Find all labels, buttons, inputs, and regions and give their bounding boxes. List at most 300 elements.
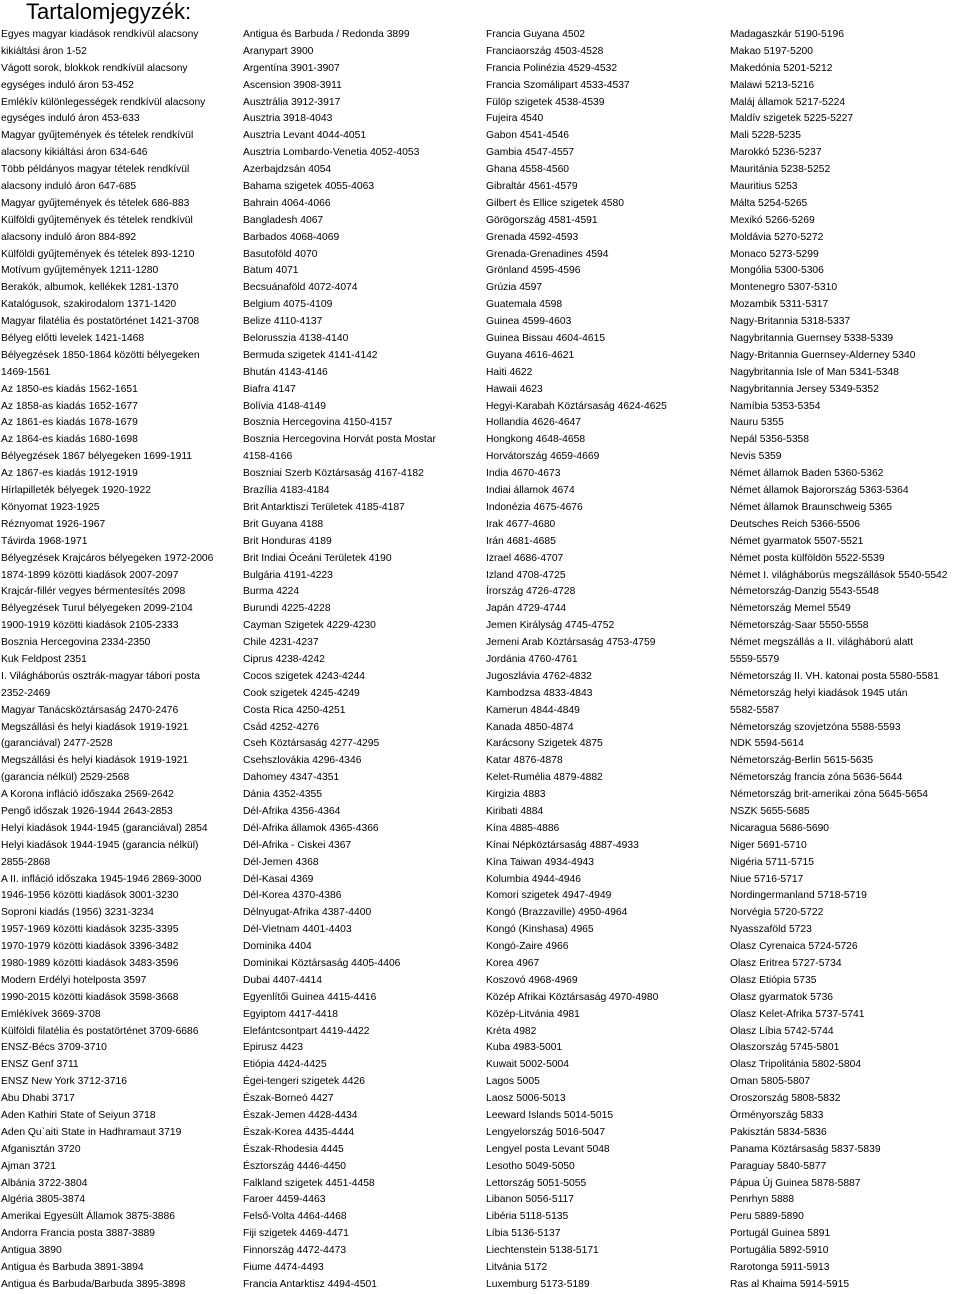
toc-entry: Madagaszkár 5190-5196	[730, 29, 844, 40]
toc-entry: Guinea 4599-4603	[486, 316, 572, 328]
toc-entry: kikiáltási áron 1-52	[1, 45, 87, 57]
toc-entry: Paraguay 5840-5877	[730, 1160, 827, 1172]
toc-entry: Dél-Kasai 4369	[243, 873, 314, 885]
toc-entry: Csehszlovákia 4296-4346	[243, 755, 362, 767]
toc-entry: Külföldi filatélia és postatörténet 3709-6686	[1, 1025, 199, 1037]
toc-entry: Pengő időszak 1926-1944 2643-2853	[1, 805, 173, 817]
toc-entry: Portugália 5892-5910	[730, 1245, 829, 1257]
toc-entry: Biafra 4147	[243, 383, 296, 395]
toc-entry: I. Világháborús osztrák-magyar tábori posta	[1, 670, 200, 682]
toc-entry: Mongólia 5300-5306	[730, 265, 824, 277]
toc-entry: Dél-Afrika 4356-4364	[243, 805, 341, 817]
toc-entry: Azerbajdzsán 4054	[243, 164, 332, 176]
toc-entry: Niue 5716-5717	[730, 873, 804, 885]
toc-entry: Panama Köztársaság 5837-5839	[730, 1143, 881, 1155]
toc-entry: Kuba 4983-5001	[486, 1042, 563, 1054]
toc-entry: Görögország 4581-4591	[486, 214, 598, 226]
toc-entry: Jugoszlávia 4762-4832	[486, 670, 592, 682]
toc-entry: Németország francia zóna 5636-5644	[730, 772, 903, 784]
toc-entry: Kína 4885-4886	[486, 822, 560, 834]
toc-entry: Megszállási és helyi kiadások 1919-1921	[1, 721, 189, 733]
toc-entry: Délnyugat-Afrika 4387-4400	[243, 907, 372, 919]
toc-entry: Aranypart 3900	[243, 45, 314, 57]
toc-entry: Brazília 4183-4184	[243, 485, 330, 497]
toc-entry: Liechtenstein 5138-5171	[486, 1245, 599, 1257]
toc-entry: Cayman Szigetek 4229-4230	[243, 620, 376, 632]
toc-entry: Bahrain 4064-4066	[243, 197, 331, 209]
toc-entry: NDK 5594-5614	[730, 738, 804, 750]
toc-entry: Antigua és Barbuda / Redonda 3899	[243, 29, 410, 40]
toc-entry: Bulgária 4191-4223	[243, 569, 333, 581]
toc-entry: 1990-2015 közötti kiadások 3598-3668	[1, 991, 179, 1003]
toc-entry: Pakisztán 5834-5836	[730, 1126, 827, 1138]
toc-entry: Német gyarmatok 5507-5521	[730, 535, 864, 547]
toc-entry: Francia Antarktisz 4494-4501	[243, 1278, 377, 1290]
toc-entry: Basutoföld 4070	[243, 248, 318, 260]
toc-entry: Chile 4231-4237	[243, 637, 319, 649]
toc-entry: Hawaii 4623	[486, 383, 543, 395]
toc-entry: Nicaragua 5686-5690	[730, 822, 830, 834]
toc-entry: Bélyeg előtti levelek 1421-1468	[1, 333, 145, 345]
toc-entry: Portugál Guinea 5891	[730, 1228, 831, 1240]
toc-entry: Maláj államok 5217-5224	[730, 96, 846, 108]
toc-entry: Oroszország 5808-5832	[730, 1093, 841, 1105]
toc-entry: Észak-Korea 4435-4444	[243, 1126, 355, 1138]
toc-entry: Mali 5228-5235	[730, 130, 801, 142]
toc-entry: Lesotho 5049-5050	[486, 1160, 575, 1172]
toc-entry: Amerikai Egyesült Államok 3875-3886	[1, 1211, 175, 1223]
toc-entry: Líbia 5136-5137	[486, 1228, 561, 1240]
toc-entry: Katalógusok, szakirodalom 1371-1420	[1, 299, 177, 311]
toc-entry: Németország-Saar 5550-5558	[730, 620, 869, 632]
toc-entry: Kongó (Kinshasa) 4965	[486, 924, 594, 936]
toc-entry: (garanciával) 2477-2528	[1, 738, 113, 750]
toc-entry: Olaszország 5745-5801	[730, 1042, 840, 1054]
toc-entry: Albánia 3722-3804	[1, 1177, 88, 1189]
toc-entry: Nagybritannia Jersey 5349-5352	[730, 383, 879, 395]
toc-entry: Örményország 5833	[730, 1110, 824, 1121]
toc-entry: Rarotonga 5911-5913	[730, 1262, 830, 1274]
toc-entry: Makedónia 5201-5212	[730, 62, 833, 74]
toc-entry: Belize 4110-4137	[243, 316, 323, 328]
toc-entry: Észak-Rhodesia 4445	[243, 1143, 344, 1155]
toc-entry: Nagy-Britannia Guernsey-Alderney 5340	[730, 349, 916, 361]
toc-entry: Finnország 4472-4473	[243, 1245, 347, 1257]
toc-entry: Mauritánia 5238-5252	[730, 164, 831, 176]
toc-entry: Kolumbia 4944-4946	[486, 873, 582, 885]
toc-entry: Az 1861-es kiadás 1678-1679	[1, 417, 138, 429]
toc-entry: Burundi 4225-4228	[243, 603, 331, 615]
toc-entry: Bosznia Hercegovina 4150-4157	[243, 417, 393, 429]
toc-entry: Irán 4681-4685	[486, 535, 556, 547]
toc-entry: 1900-1919 közötti kiadások 2105-2333	[1, 620, 179, 632]
toc-entry: Bélyegzések 1867 bélyegeken 1699-1911	[1, 451, 193, 463]
toc-entry: Krajcár-fillér vegyes bérmentesítés 2098	[1, 586, 186, 598]
toc-entry: Emlékív különlegességek rendkívül alacsony	[1, 96, 206, 108]
toc-entry: Fiji szigetek 4469-4471	[243, 1228, 349, 1240]
toc-entry: Ascension 3908-3911	[243, 79, 342, 91]
toc-entry: Kuk Feldpost 2351	[1, 653, 87, 665]
toc-entry: Helyi kiadások 1944-1945 (garanciával) 2854	[1, 822, 208, 834]
toc-entry: alacsony induló áron 647-685	[1, 181, 137, 193]
toc-entry: A II. infláció időszaka 1945-1946 2869-3000	[1, 873, 202, 885]
toc-entry: Fiume 4474-4493	[243, 1262, 324, 1274]
toc-entry: Bhután 4143-4146	[243, 366, 328, 378]
toc-entry: ENSZ New York 3712-3716	[1, 1076, 127, 1088]
toc-entry: Nauru 5355	[730, 417, 784, 429]
toc-entry: Litvánia 5172	[486, 1262, 548, 1274]
toc-column-4	[730, 27, 948, 1294]
toc-entry: Marokkó 5236-5237	[730, 147, 822, 159]
toc-entry: Namíbia 5353-5354	[730, 400, 821, 412]
toc-entry: egységes induló áron 53-452	[1, 79, 134, 91]
toc-entry: Oman 5805-5807	[730, 1076, 811, 1088]
toc-entry: Deutsches Reich 5366-5506	[730, 518, 860, 530]
toc-entry: 5559-5579	[730, 653, 780, 665]
toc-entry: Antigua 3890	[1, 1245, 62, 1257]
toc-entry: Grenada 4592-4593	[486, 231, 579, 243]
toc-entry: Horvátország 4659-4669	[486, 451, 600, 463]
toc-entry: Felső-Volta 4464-4468	[243, 1211, 347, 1223]
toc-entry: Libanon 5056-5117	[486, 1194, 574, 1206]
toc-entry: Magyar gyűjtemények és tételek rendkívül	[1, 130, 194, 142]
toc-entry: NSZK 5655-5685	[730, 805, 810, 817]
toc-entry: ENSZ-Bécs 3709-3710	[1, 1042, 107, 1054]
toc-entry: Gambia 4547-4557	[486, 147, 575, 159]
toc-entry: Batum 4071	[243, 265, 299, 277]
toc-entry: Egyenlítői Guinea 4415-4416	[243, 991, 377, 1003]
toc-entry: Penrhyn 5888	[730, 1194, 795, 1206]
toc-entry: Libéria 5118-5135	[486, 1211, 569, 1223]
toc-entry: Bahama szigetek 4055-4063	[243, 181, 375, 193]
toc-entry: Becsuánaföld 4072-4074	[243, 282, 358, 294]
toc-entry: Ciprus 4238-4242	[243, 653, 325, 665]
toc-entry: Francia Guyana 4502	[486, 29, 586, 40]
toc-entry: Bosznia Hercegovina 2334-2350	[1, 637, 151, 649]
toc-entry: Észak-Borneó 4427	[243, 1093, 334, 1105]
toc-entry: Német I. világháborús megszállások 5540-5542	[730, 569, 948, 581]
toc-entry: Elefántcsontpart 4419-4422	[243, 1025, 370, 1037]
toc-entry: Emlékívek 3669-3708	[1, 1008, 101, 1020]
toc-entry: Dél-Korea 4370-4386	[243, 890, 342, 902]
toc-entry: Hongkong 4648-4658	[486, 434, 586, 446]
toc-entry: Ausztria Lombardo-Venetia 4052-4053	[243, 147, 420, 159]
toc-entry: Német államok Bajorország 5363-5364	[730, 485, 909, 497]
toc-entry: Malawi 5213-5216	[730, 79, 815, 91]
toc-entry: Katar 4876-4878	[486, 755, 563, 767]
toc-entry: ENSZ Genf 3711	[1, 1059, 79, 1071]
toc-entry: Afganisztán 3720	[1, 1143, 81, 1155]
toc-entry: Karácsony Szigetek 4875	[486, 738, 603, 750]
toc-entry: Az 1858-as kiadás 1652-1677	[1, 400, 138, 412]
toc-entry: Dahomey 4347-4351	[243, 772, 340, 784]
toc-entry: Dominikai Köztársaság 4405-4406	[243, 957, 401, 969]
toc-entry: Izland 4708-4725	[486, 569, 566, 581]
toc-entry: Nordingermanland 5718-5719	[730, 890, 867, 902]
toc-entry: Jemen Királyság 4745-4752	[486, 620, 615, 632]
toc-entry: Málta 5254-5265	[730, 197, 808, 209]
toc-column-2	[243, 27, 436, 1294]
toc-entry: Ras al Khaima 5914-5915	[730, 1278, 850, 1290]
toc-entry: Nagybritannia Guernsey 5338-5339	[730, 333, 894, 345]
toc-entry: Magyar filatélia és postatörténet 1421-3708	[1, 316, 200, 328]
toc-entry: Kongó-Zaire 4966	[486, 941, 569, 953]
toc-column-3	[486, 27, 667, 1294]
toc-entry: Nigéria 5711-5715	[730, 856, 814, 868]
toc-entry: Bélyegzések Turul bélyegeken 2099-2104	[1, 603, 193, 615]
toc-entry: Argentína 3901-3907	[243, 62, 340, 74]
toc-entry: 1469-1561	[1, 366, 51, 378]
toc-entry: Berakók, albumok, kellékek 1281-1370	[1, 282, 179, 294]
toc-entry: Japán 4729-4744	[486, 603, 567, 615]
toc-entry: 2855-2868	[1, 856, 51, 868]
toc-entry: Ghana 4558-4560	[486, 164, 570, 176]
toc-entry: Mauritius 5253	[730, 181, 798, 193]
toc-entry: Mozambik 5311-5317	[730, 299, 829, 311]
toc-entry: Bélyegzések 1850-1864 közötti bélyegeken	[1, 349, 200, 361]
toc-entry: Olasz Cyrenaica 5724-5726	[730, 941, 858, 953]
toc-entry: Cook szigetek 4245-4249	[243, 687, 360, 699]
toc-entry: Niger 5691-5710	[730, 839, 807, 851]
toc-entry: Ajman 3721	[1, 1160, 56, 1172]
toc-entry: Brit Indiai Óceáni Területek 4190	[243, 552, 392, 564]
toc-entry: Kongó (Brazzaville) 4950-4964	[486, 907, 628, 919]
toc-entry: Soproni kiadás (1956) 3231-3234	[1, 907, 154, 919]
toc-entry: Bangladesh 4067	[243, 214, 324, 226]
toc-entry: Az 1850-es kiadás 1562-1651	[1, 383, 138, 395]
toc-entry: Nepál 5356-5358	[730, 434, 810, 446]
toc-entry: Közép Afrikai Köztársaság 4970-4980	[486, 991, 659, 1003]
toc-entry: Olasz Líbia 5742-5744	[730, 1025, 834, 1037]
toc-entry: 1980-1989 közötti kiadások 3483-3596	[1, 957, 179, 969]
toc-entry: Dél-Vietnam 4401-4403	[243, 924, 352, 936]
toc-entry: Kambodzsa 4833-4843	[486, 687, 593, 699]
toc-entry: Nevis 5359	[730, 451, 782, 463]
toc-entry: Laosz 5006-5013	[486, 1093, 566, 1105]
toc-entry: Antigua és Barbuda/Barbuda 3895-3898	[1, 1278, 186, 1290]
toc-entry: 2352-2469	[1, 687, 51, 699]
toc-entry: Faroer 4459-4463	[243, 1194, 326, 1206]
toc-entry: Belorusszia 4138-4140	[243, 333, 349, 345]
toc-entry: alacsony kikiáltási áron 634-646	[1, 147, 148, 159]
toc-entry: Hegyi-Karabah Köztársaság 4624-4625	[486, 400, 667, 412]
toc-entry: Az 1867-es kiadás 1912-1919	[1, 468, 138, 480]
toc-entry: Aden Kathiri State of Seiyun 3718	[1, 1110, 156, 1121]
toc-entry: Makao 5197-5200	[730, 45, 814, 57]
toc-entry: Jemeni Arab Köztársaság 4753-4759	[486, 637, 656, 649]
toc-entry: Peru 5889-5890	[730, 1211, 804, 1223]
toc-entry: Burma 4224	[243, 586, 300, 598]
toc-entry: Cseh Köztársaság 4277-4295	[243, 738, 380, 750]
toc-entry: Boszniai Szerb Köztársaság 4167-4182	[243, 468, 424, 480]
toc-entry: Francia Polinézia 4529-4532	[486, 62, 618, 74]
toc-entry: Epirusz 4423	[243, 1042, 304, 1054]
toc-entry: Egyiptom 4417-4418	[243, 1008, 339, 1020]
toc-entry: Guinea Bissau 4604-4615	[486, 333, 606, 345]
toc-entry: 4158-4166	[243, 451, 293, 463]
toc-entry: Bélyegzések Krajcáros bélyegeken 1972-2006	[1, 552, 214, 564]
toc-entry: Aden Qu`aiti State in Hadhramaut 3719	[1, 1126, 182, 1138]
toc-entry: Dél-Jemen 4368	[243, 856, 319, 868]
toc-entry: Falkland szigetek 4451-4458	[243, 1177, 375, 1189]
toc-entry: Kínai Népköztársaság 4887-4933	[486, 839, 639, 851]
toc-entry: Olasz Eritrea 5727-5734	[730, 957, 842, 969]
toc-entry: Megszállási és helyi kiadások 1919-1921	[1, 755, 189, 767]
toc-entry: Ausztrália 3912-3917	[243, 96, 341, 108]
toc-entry: Kanada 4850-4874	[486, 721, 574, 733]
toc-entry: Guyana 4616-4621	[486, 349, 575, 361]
toc-entry: 5582-5587	[730, 704, 780, 716]
toc-entry: Csád 4252-4276	[243, 721, 320, 733]
toc-entry: Kréta 4982	[486, 1025, 537, 1037]
toc-entry: Egyes magyar kiadások rendkívül alacsony	[1, 29, 199, 40]
toc-entry: 1957-1969 közötti kiadások 3235-3395	[1, 924, 179, 936]
toc-entry: Monaco 5273-5299	[730, 248, 819, 260]
toc-entry: Réznyomat 1926-1967	[1, 518, 106, 530]
toc-entry: Lengyel posta Levant 5048	[486, 1143, 610, 1155]
toc-entry: Nagybritannia Isle of Man 5341-5348	[730, 366, 899, 378]
toc-entry: Bolívia 4148-4149	[243, 400, 327, 412]
toc-entry: Abu Dhabi 3717	[1, 1093, 75, 1105]
toc-entry: Francia Szomálipart 4533-4537	[486, 79, 630, 91]
toc-entry: Bermuda szigetek 4141-4142	[243, 349, 378, 361]
toc-entry: Közép-Litvánia 4981	[486, 1008, 580, 1020]
toc-entry: Kína Taiwan 4934-4943	[486, 856, 595, 868]
toc-entry: Izrael 4686-4707	[486, 552, 564, 564]
toc-entry: Grenada-Grenadines 4594	[486, 248, 609, 260]
toc-entry: Montenegro 5307-5310	[730, 282, 838, 294]
toc-entry: A Korona infláció időszaka 2569-2642	[1, 789, 174, 801]
toc-entry: Modern Erdélyi hotelposta 3597	[1, 974, 147, 986]
page-title: Tartalomjegyzék:	[26, 0, 192, 24]
toc-entry: Etiópia 4424-4425	[243, 1059, 327, 1071]
toc-entry: Kuwait 5002-5004	[486, 1059, 570, 1071]
toc-entry: Guatemala 4598	[486, 299, 563, 311]
toc-entry: Haiti 4622	[486, 366, 533, 378]
toc-entry: Cocos szigetek 4243-4244	[243, 670, 365, 682]
toc-entry: Távirda 1968-1971	[1, 535, 88, 547]
toc-entry: Olasz Kelet-Afrika 5737-5741	[730, 1008, 865, 1020]
toc-entry: Indiai államok 4674	[486, 485, 575, 497]
toc-entry: India 4670-4673	[486, 468, 561, 480]
toc-entry: Olasz Etiópia 5735	[730, 974, 817, 986]
toc-entry: Magyar gyűjtemények és tételek 686-883	[1, 197, 190, 209]
toc-entry: Kelet-Rumélia 4879-4882	[486, 772, 603, 784]
toc-entry: Norvégia 5720-5722	[730, 907, 824, 919]
toc-entry: 1874-1899 közötti kiadások 2007-2097	[1, 569, 179, 581]
toc-entry: Ausztria 3918-4043	[243, 113, 333, 125]
toc-entry: egységes induló áron 453-633	[1, 113, 140, 125]
toc-entry: Dél-Afrika - Ciskei 4367	[243, 839, 352, 851]
toc-entry: Nagy-Britannia 5318-5337	[730, 316, 851, 328]
toc-entry: Brit Honduras 4189	[243, 535, 332, 547]
toc-entry: Németország szovjetzóna 5588-5593	[730, 721, 901, 733]
toc-entry: 1946-1956 közötti kiadások 3001-3230	[1, 890, 179, 902]
toc-entry: Grönland 4595-4596	[486, 265, 581, 277]
toc-entry: Német posta külföldön 5522-5539	[730, 552, 885, 564]
toc-entry: Maldív szigetek 5225-5227	[730, 113, 854, 125]
toc-entry: Németország II. VH. katonai posta 5580-5581	[730, 670, 939, 682]
toc-entry: Németország-Berlin 5615-5635	[730, 755, 874, 767]
toc-column-1	[1, 27, 213, 1294]
toc-entry: Németország helyi kiadások 1945 után	[730, 687, 908, 699]
toc-entry: Moldávia 5270-5272	[730, 231, 824, 243]
toc-entry: Nyasszaföld 5723	[730, 924, 812, 936]
toc-entry: alacsony induló áron 884-892	[1, 231, 137, 243]
toc-entry: Német államok Braunschweig 5365	[730, 501, 892, 513]
toc-entry: Több példányos magyar tételek rendkívül	[1, 164, 190, 176]
toc-entry: Az 1864-es kiadás 1680-1698	[1, 434, 138, 446]
toc-entry: Costa Rica 4250-4251	[243, 704, 346, 716]
toc-entry: Korea 4967	[486, 957, 540, 969]
toc-entry: Lettország 5051-5055	[486, 1177, 587, 1189]
toc-entry: Antigua és Barbuda 3891-3894	[1, 1262, 144, 1274]
toc-entry: Franciaország 4503-4528	[486, 45, 604, 57]
toc-entry: Dánia 4352-4355	[243, 789, 323, 801]
toc-entry: Motívum gyűjtemények 1211-1280	[1, 265, 159, 277]
toc-entry: Magyar Tanácsköztársaság 2470-2476	[1, 704, 179, 716]
toc-entry: Észak-Jemen 4428-4434	[243, 1110, 358, 1121]
toc-entry: Koszovó 4968-4969	[486, 974, 578, 986]
toc-entry: Helyi kiadások 1944-1945 (garancia nélkül)	[1, 839, 199, 851]
toc-entry: Égei-tengeri szigetek 4426	[243, 1076, 365, 1088]
toc-entry: 1970-1979 közötti kiadások 3396-3482	[1, 941, 179, 953]
toc-entry: Német államok Baden 5360-5362	[730, 468, 884, 480]
toc-entry: Dubai 4407-4414	[243, 974, 323, 986]
toc-entry: Könyomat 1923-1925	[1, 501, 100, 513]
toc-entry: Brit Guyana 4188	[243, 518, 324, 530]
toc-entry: Lagos 5005	[486, 1076, 540, 1088]
toc-entry: Észtország 4446-4450	[243, 1160, 347, 1172]
toc-entry: Belgium 4075-4109	[243, 299, 333, 311]
toc-entry: Mexikó 5266-5269	[730, 214, 815, 226]
toc-entry: Olasz gyarmatok 5736	[730, 991, 834, 1003]
toc-entry: Gabon 4541-4546	[486, 130, 570, 142]
toc-entry: Vágott sorok, blokkok rendkívül alacsony	[1, 62, 188, 74]
toc-entry: Lengyelország 5016-5047	[486, 1126, 606, 1138]
toc-entry: Algéria 3805-3874	[1, 1194, 86, 1206]
toc-entry: Németország Memel 5549	[730, 603, 851, 615]
toc-entry: (garancia nélkül) 2529-2568	[1, 772, 130, 784]
toc-entry: Indonézia 4675-4676	[486, 501, 583, 513]
toc-entry: Brit Antarktiszi Területek 4185-4187	[243, 501, 405, 513]
toc-entry: Barbados 4068-4069	[243, 231, 340, 243]
toc-entry: Olasz Tripolitánia 5802-5804	[730, 1059, 862, 1071]
toc-entry: Fujeira 4540	[486, 113, 544, 125]
toc-entry: Kamerun 4844-4849	[486, 704, 580, 716]
toc-entry: Németország-Danzig 5543-5548	[730, 586, 879, 598]
toc-entry: Jordánia 4760-4761	[486, 653, 578, 665]
toc-entry: Luxemburg 5173-5189	[486, 1278, 590, 1290]
toc-entry: Hírlapilleték bélyegek 1920-1922	[1, 485, 151, 497]
toc-entry: Hollandia 4626-4647	[486, 417, 582, 429]
toc-entry: Dominika 4404	[243, 941, 312, 953]
toc-entry: Bosznia Hercegovina Horvát posta Mostar	[243, 434, 436, 446]
toc-entry: Leeward Islands 5014-5015	[486, 1110, 614, 1121]
toc-entry: Fülöp szigetek 4538-4539	[486, 96, 605, 108]
toc-entry: Kiribati 4884	[486, 805, 544, 817]
toc-entry: Gibraltár 4561-4579	[486, 181, 578, 193]
toc-entry: Dél-Afrika államok 4365-4366	[243, 822, 379, 834]
toc-entry: Németország brit-amerikai zóna 5645-5654	[730, 789, 929, 801]
toc-entry: Komori szigetek 4947-4949	[486, 890, 612, 902]
toc-entry: Ausztria Levant 4044-4051	[243, 130, 367, 142]
toc-entry: Külföldi gyűjtemények és tételek 893-1210	[1, 248, 195, 260]
toc-entry: Német megszállás a II. világháború alatt	[730, 637, 914, 649]
toc-entry: Írország 4726-4728	[486, 586, 576, 598]
toc-entry: Külföldi gyűjtemények és tételek rendkívül	[1, 214, 193, 226]
toc-entry: Gilbert és Ellice szigetek 4580	[486, 197, 624, 209]
